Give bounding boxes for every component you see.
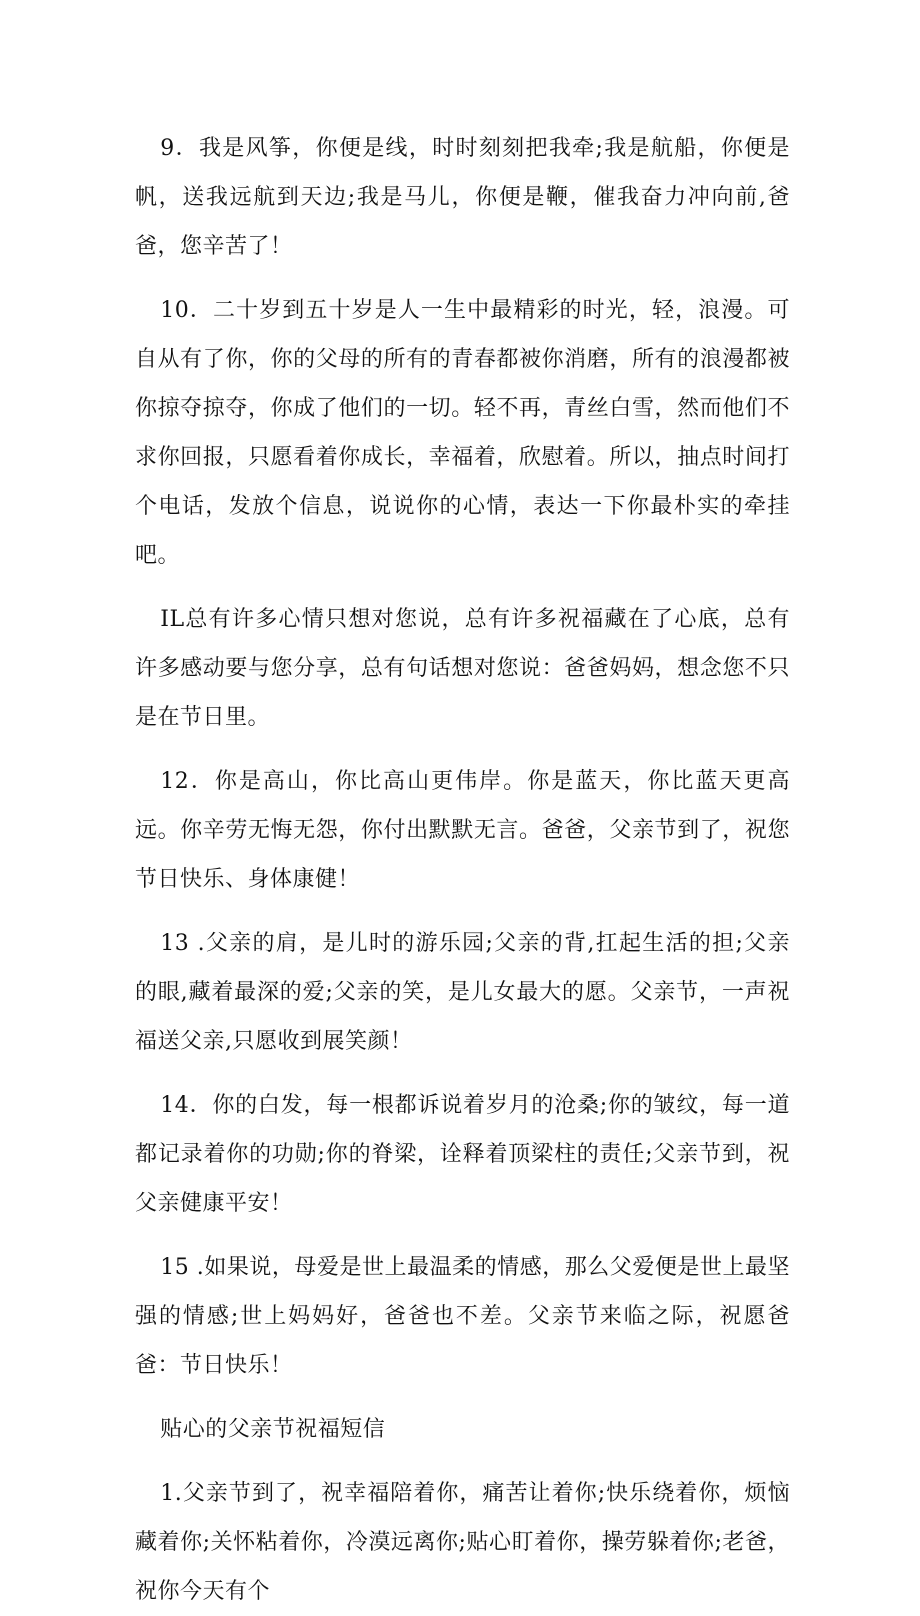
paragraph-12: 12．你是高山，你比高山更伟岸。你是蓝天，你比蓝天更高远。你辛劳无悔无怨，你付出默默无言。爸爸，父亲节到了，祝您节日快乐、身体康健！ bbox=[135, 769, 790, 892]
paragraph-13: 13 .父亲的肩，是儿时的游乐园;父亲的背,扛起生活的担;父亲的眼,藏着最深的爱;父亲的笑，是儿女最大的愿。父亲节，一声祝福送父亲,只愿收到展笑颜！ bbox=[135, 931, 790, 1054]
paragraph-9: 9．我是风筝，你便是线，时时刻刻把我牵;我是航船，你便是帆，送我远航到天边;我是马儿，你便是鞭，催我奋力冲向前,爸爸，您辛苦了！ bbox=[135, 136, 790, 259]
paragraph-10: 10．二十岁到五十岁是人一生中最精彩的时光，轻，浪漫。可自从有了你，你的父母的所有的青春都被你消磨，所有的浪漫都被你掠夺掠夺，你成了他们的一切。轻不再，青丝白雪，然而他们不求你回报，只愿看着你成长，幸福着，欣慰着。所以，抽点时间打个电话，发放个信息，说说你的心情，表达一下你最朴实的牵挂吧。 bbox=[135, 298, 790, 568]
paragraph-11: IL总有许多心情只想对您说，总有许多祝福藏在了心底，总有许多感动要与您分享，总有句话想对您说：爸爸妈妈，想念您不只是在节日里。 bbox=[135, 607, 790, 730]
paragraph-1: 1.父亲节到了，祝幸福陪着你，痛苦让着你;快乐绕着你，烦恼藏着你;关怀粘着你，冷漠远离你;贴心盯着你，操劳躲着你;老爸，祝你今天有个 bbox=[135, 1481, 790, 1604]
paragraph-14: 14．你的白发，每一根都诉说着岁月的沧桑;你的皱纹，每一道都记录着你的功勋;你的脊梁，诠释着顶梁柱的责任;父亲节到，祝父亲健康平安！ bbox=[135, 1093, 790, 1216]
paragraph-15: 15 .如果说，母爱是世上最温柔的情感，那么父爱便是世上最坚强的情感;世上妈妈好，爸爸也不差。父亲节来临之际，祝愿爸爸：节日快乐！ bbox=[135, 1255, 790, 1378]
section-title: 贴心的父亲节祝福短信 bbox=[160, 1417, 386, 1442]
